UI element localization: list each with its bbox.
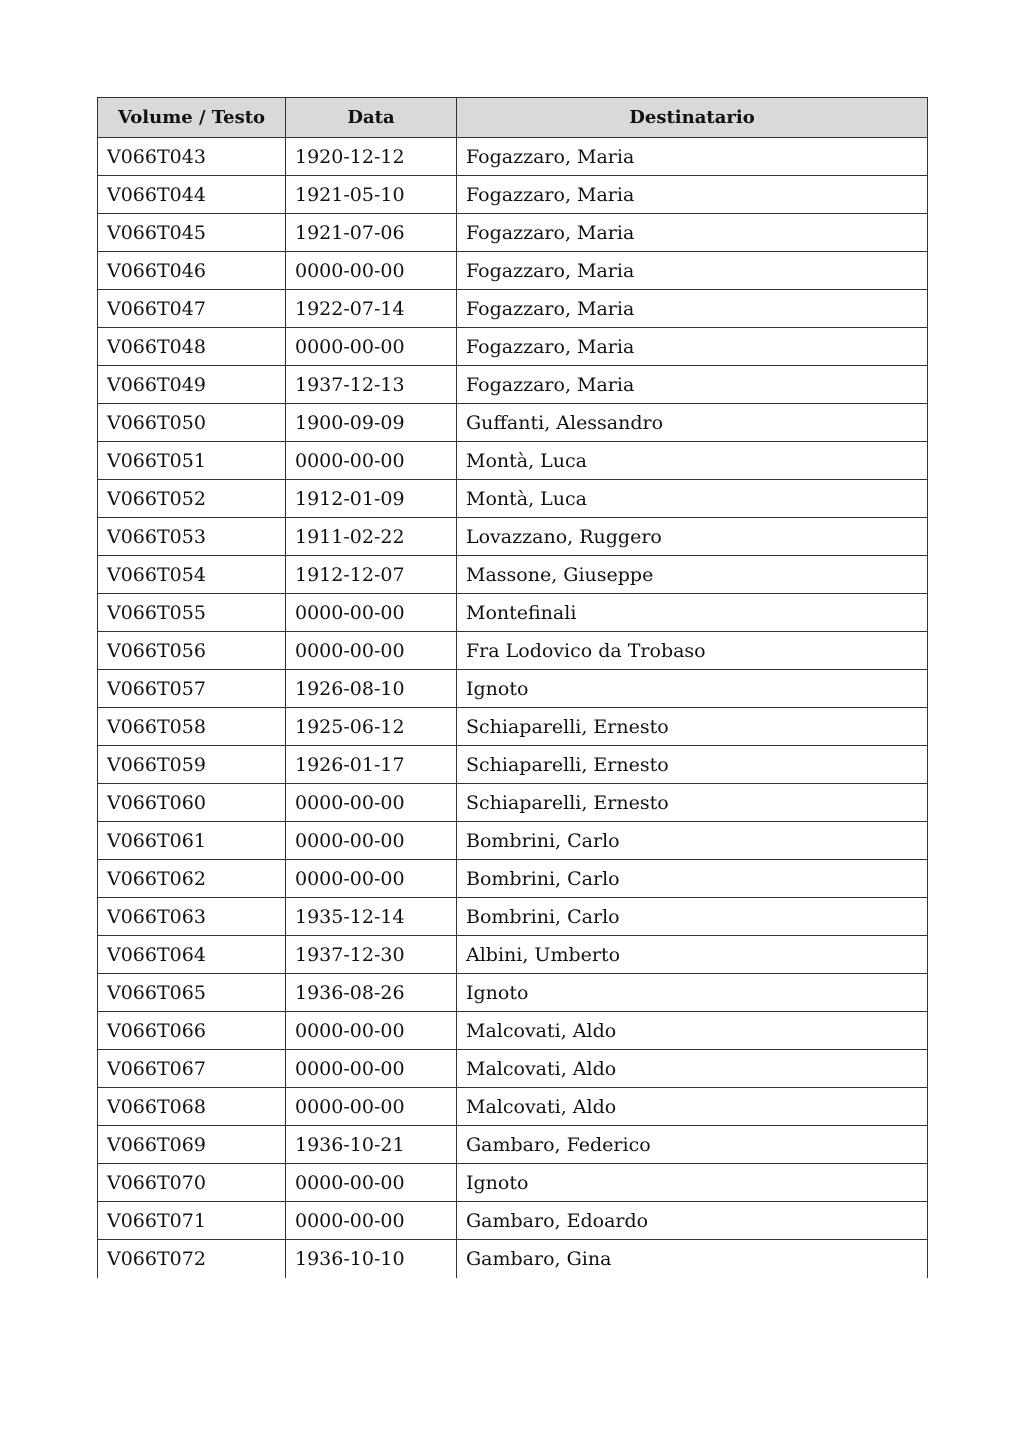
cell-destinatario: Fra Lodovico da Trobaso xyxy=(457,632,928,670)
cell-data: 1900-09-09 xyxy=(286,404,457,442)
cell-destinatario: Fogazzaro, Maria xyxy=(457,138,928,176)
cell-volume-testo: V066T048 xyxy=(98,328,286,366)
cell-destinatario: Gambaro, Edoardo xyxy=(457,1202,928,1240)
table-row xyxy=(98,1164,928,1202)
cell-volume-testo: V066T046 xyxy=(98,252,286,290)
cell-data: 1925-06-12 xyxy=(286,708,457,746)
cell-destinatario: Malcovati, Aldo xyxy=(457,1050,928,1088)
cell-data: 0000-00-00 xyxy=(286,822,457,860)
table-row xyxy=(98,1088,928,1126)
cell-volume-testo: V066T072 xyxy=(98,1240,286,1278)
cell-destinatario: Gambaro, Federico xyxy=(457,1126,928,1164)
cell-volume-testo: V066T049 xyxy=(98,366,286,404)
header-destinatario: Destinatario xyxy=(457,98,928,138)
table-row xyxy=(98,290,928,328)
cell-volume-testo: V066T043 xyxy=(98,138,286,176)
table-row xyxy=(98,708,928,746)
table-row xyxy=(98,746,928,784)
table-row xyxy=(98,974,928,1012)
cell-data: 1936-08-26 xyxy=(286,974,457,1012)
cell-destinatario: Schiaparelli, Ernesto xyxy=(457,784,928,822)
table-row xyxy=(98,860,928,898)
cell-volume-testo: V066T067 xyxy=(98,1050,286,1088)
cell-volume-testo: V066T051 xyxy=(98,442,286,480)
table-row xyxy=(98,1240,928,1278)
cell-destinatario: Fogazzaro, Maria xyxy=(457,252,928,290)
cell-volume-testo: V066T066 xyxy=(98,1012,286,1050)
cell-volume-testo: V066T058 xyxy=(98,708,286,746)
header-data: Data xyxy=(286,98,457,138)
cell-volume-testo: V066T052 xyxy=(98,480,286,518)
table-row xyxy=(98,670,928,708)
cell-destinatario: Ignoto xyxy=(457,670,928,708)
cell-data: 1912-01-09 xyxy=(286,480,457,518)
cell-data: 0000-00-00 xyxy=(286,1050,457,1088)
table-row xyxy=(98,556,928,594)
cell-volume-testo: V066T060 xyxy=(98,784,286,822)
cell-destinatario: Guffanti, Alessandro xyxy=(457,404,928,442)
cell-destinatario: Massone, Giuseppe xyxy=(457,556,928,594)
cell-data: 1937-12-13 xyxy=(286,366,457,404)
cell-data: 1936-10-10 xyxy=(286,1240,457,1278)
cell-data: 1921-07-06 xyxy=(286,214,457,252)
table-row xyxy=(98,404,928,442)
table-row xyxy=(98,1012,928,1050)
cell-data: 0000-00-00 xyxy=(286,632,457,670)
table-row xyxy=(98,822,928,860)
cell-destinatario: Lovazzano, Ruggero xyxy=(457,518,928,556)
cell-destinatario: Fogazzaro, Maria xyxy=(457,328,928,366)
cell-volume-testo: V066T064 xyxy=(98,936,286,974)
cell-data: 0000-00-00 xyxy=(286,594,457,632)
cell-data: 0000-00-00 xyxy=(286,442,457,480)
cell-volume-testo: V066T054 xyxy=(98,556,286,594)
cell-data: 0000-00-00 xyxy=(286,252,457,290)
cell-data: 0000-00-00 xyxy=(286,328,457,366)
cell-data: 1911-02-22 xyxy=(286,518,457,556)
cell-volume-testo: V066T063 xyxy=(98,898,286,936)
header-volume-testo: Volume / Testo xyxy=(98,98,286,138)
cell-data: 1920-12-12 xyxy=(286,138,457,176)
table-row xyxy=(98,594,928,632)
cell-data: 1937-12-30 xyxy=(286,936,457,974)
cell-data: 1936-10-21 xyxy=(286,1126,457,1164)
table-row xyxy=(98,138,928,176)
cell-destinatario: Bombrini, Carlo xyxy=(457,822,928,860)
cell-destinatario: Gambaro, Gina xyxy=(457,1240,928,1278)
table-row xyxy=(98,632,928,670)
table-row xyxy=(98,214,928,252)
table-body xyxy=(98,138,928,1278)
cell-destinatario: Ignoto xyxy=(457,1164,928,1202)
cell-destinatario: Montà, Luca xyxy=(457,480,928,518)
cell-data: 1935-12-14 xyxy=(286,898,457,936)
table-row xyxy=(98,1202,928,1240)
table-row xyxy=(98,176,928,214)
cell-volume-testo: V066T065 xyxy=(98,974,286,1012)
header-row xyxy=(98,98,928,138)
cell-volume-testo: V066T071 xyxy=(98,1202,286,1240)
cell-volume-testo: V066T059 xyxy=(98,746,286,784)
cell-destinatario: Bombrini, Carlo xyxy=(457,898,928,936)
cell-data: 0000-00-00 xyxy=(286,1202,457,1240)
cell-volume-testo: V066T057 xyxy=(98,670,286,708)
cell-data: 1926-01-17 xyxy=(286,746,457,784)
cell-destinatario: Fogazzaro, Maria xyxy=(457,176,928,214)
cell-destinatario: Fogazzaro, Maria xyxy=(457,290,928,328)
cell-volume-testo: V066T045 xyxy=(98,214,286,252)
table-row xyxy=(98,442,928,480)
cell-destinatario: Malcovati, Aldo xyxy=(457,1012,928,1050)
cell-volume-testo: V066T050 xyxy=(98,404,286,442)
cell-volume-testo: V066T068 xyxy=(98,1088,286,1126)
cell-volume-testo: V066T053 xyxy=(98,518,286,556)
cell-data: 0000-00-00 xyxy=(286,784,457,822)
cell-data: 1926-08-10 xyxy=(286,670,457,708)
cell-destinatario: Schiaparelli, Ernesto xyxy=(457,746,928,784)
table-row xyxy=(98,366,928,404)
cell-volume-testo: V066T062 xyxy=(98,860,286,898)
cell-data: 1922-07-14 xyxy=(286,290,457,328)
letters-table xyxy=(97,97,928,1278)
cell-destinatario: Malcovati, Aldo xyxy=(457,1088,928,1126)
table-row xyxy=(98,1050,928,1088)
cell-destinatario: Montà, Luca xyxy=(457,442,928,480)
table-row xyxy=(98,480,928,518)
cell-volume-testo: V066T044 xyxy=(98,176,286,214)
cell-destinatario: Albini, Umberto xyxy=(457,936,928,974)
cell-volume-testo: V066T056 xyxy=(98,632,286,670)
cell-destinatario: Montefinali xyxy=(457,594,928,632)
cell-data: 0000-00-00 xyxy=(286,1088,457,1126)
cell-volume-testo: V066T070 xyxy=(98,1164,286,1202)
table-row xyxy=(98,518,928,556)
cell-volume-testo: V066T047 xyxy=(98,290,286,328)
cell-destinatario: Schiaparelli, Ernesto xyxy=(457,708,928,746)
cell-data: 0000-00-00 xyxy=(286,860,457,898)
cell-data: 1912-12-07 xyxy=(286,556,457,594)
table-row xyxy=(98,784,928,822)
cell-data: 0000-00-00 xyxy=(286,1012,457,1050)
cell-volume-testo: V066T055 xyxy=(98,594,286,632)
cell-destinatario: Fogazzaro, Maria xyxy=(457,214,928,252)
table-row xyxy=(98,328,928,366)
table-row xyxy=(98,1126,928,1164)
table-row xyxy=(98,936,928,974)
table-row xyxy=(98,252,928,290)
cell-volume-testo: V066T069 xyxy=(98,1126,286,1164)
cell-volume-testo: V066T061 xyxy=(98,822,286,860)
cell-data: 0000-00-00 xyxy=(286,1164,457,1202)
cell-destinatario: Fogazzaro, Maria xyxy=(457,366,928,404)
table-row xyxy=(98,898,928,936)
cell-data: 1921-05-10 xyxy=(286,176,457,214)
cell-destinatario: Ignoto xyxy=(457,974,928,1012)
cell-destinatario: Bombrini, Carlo xyxy=(457,860,928,898)
